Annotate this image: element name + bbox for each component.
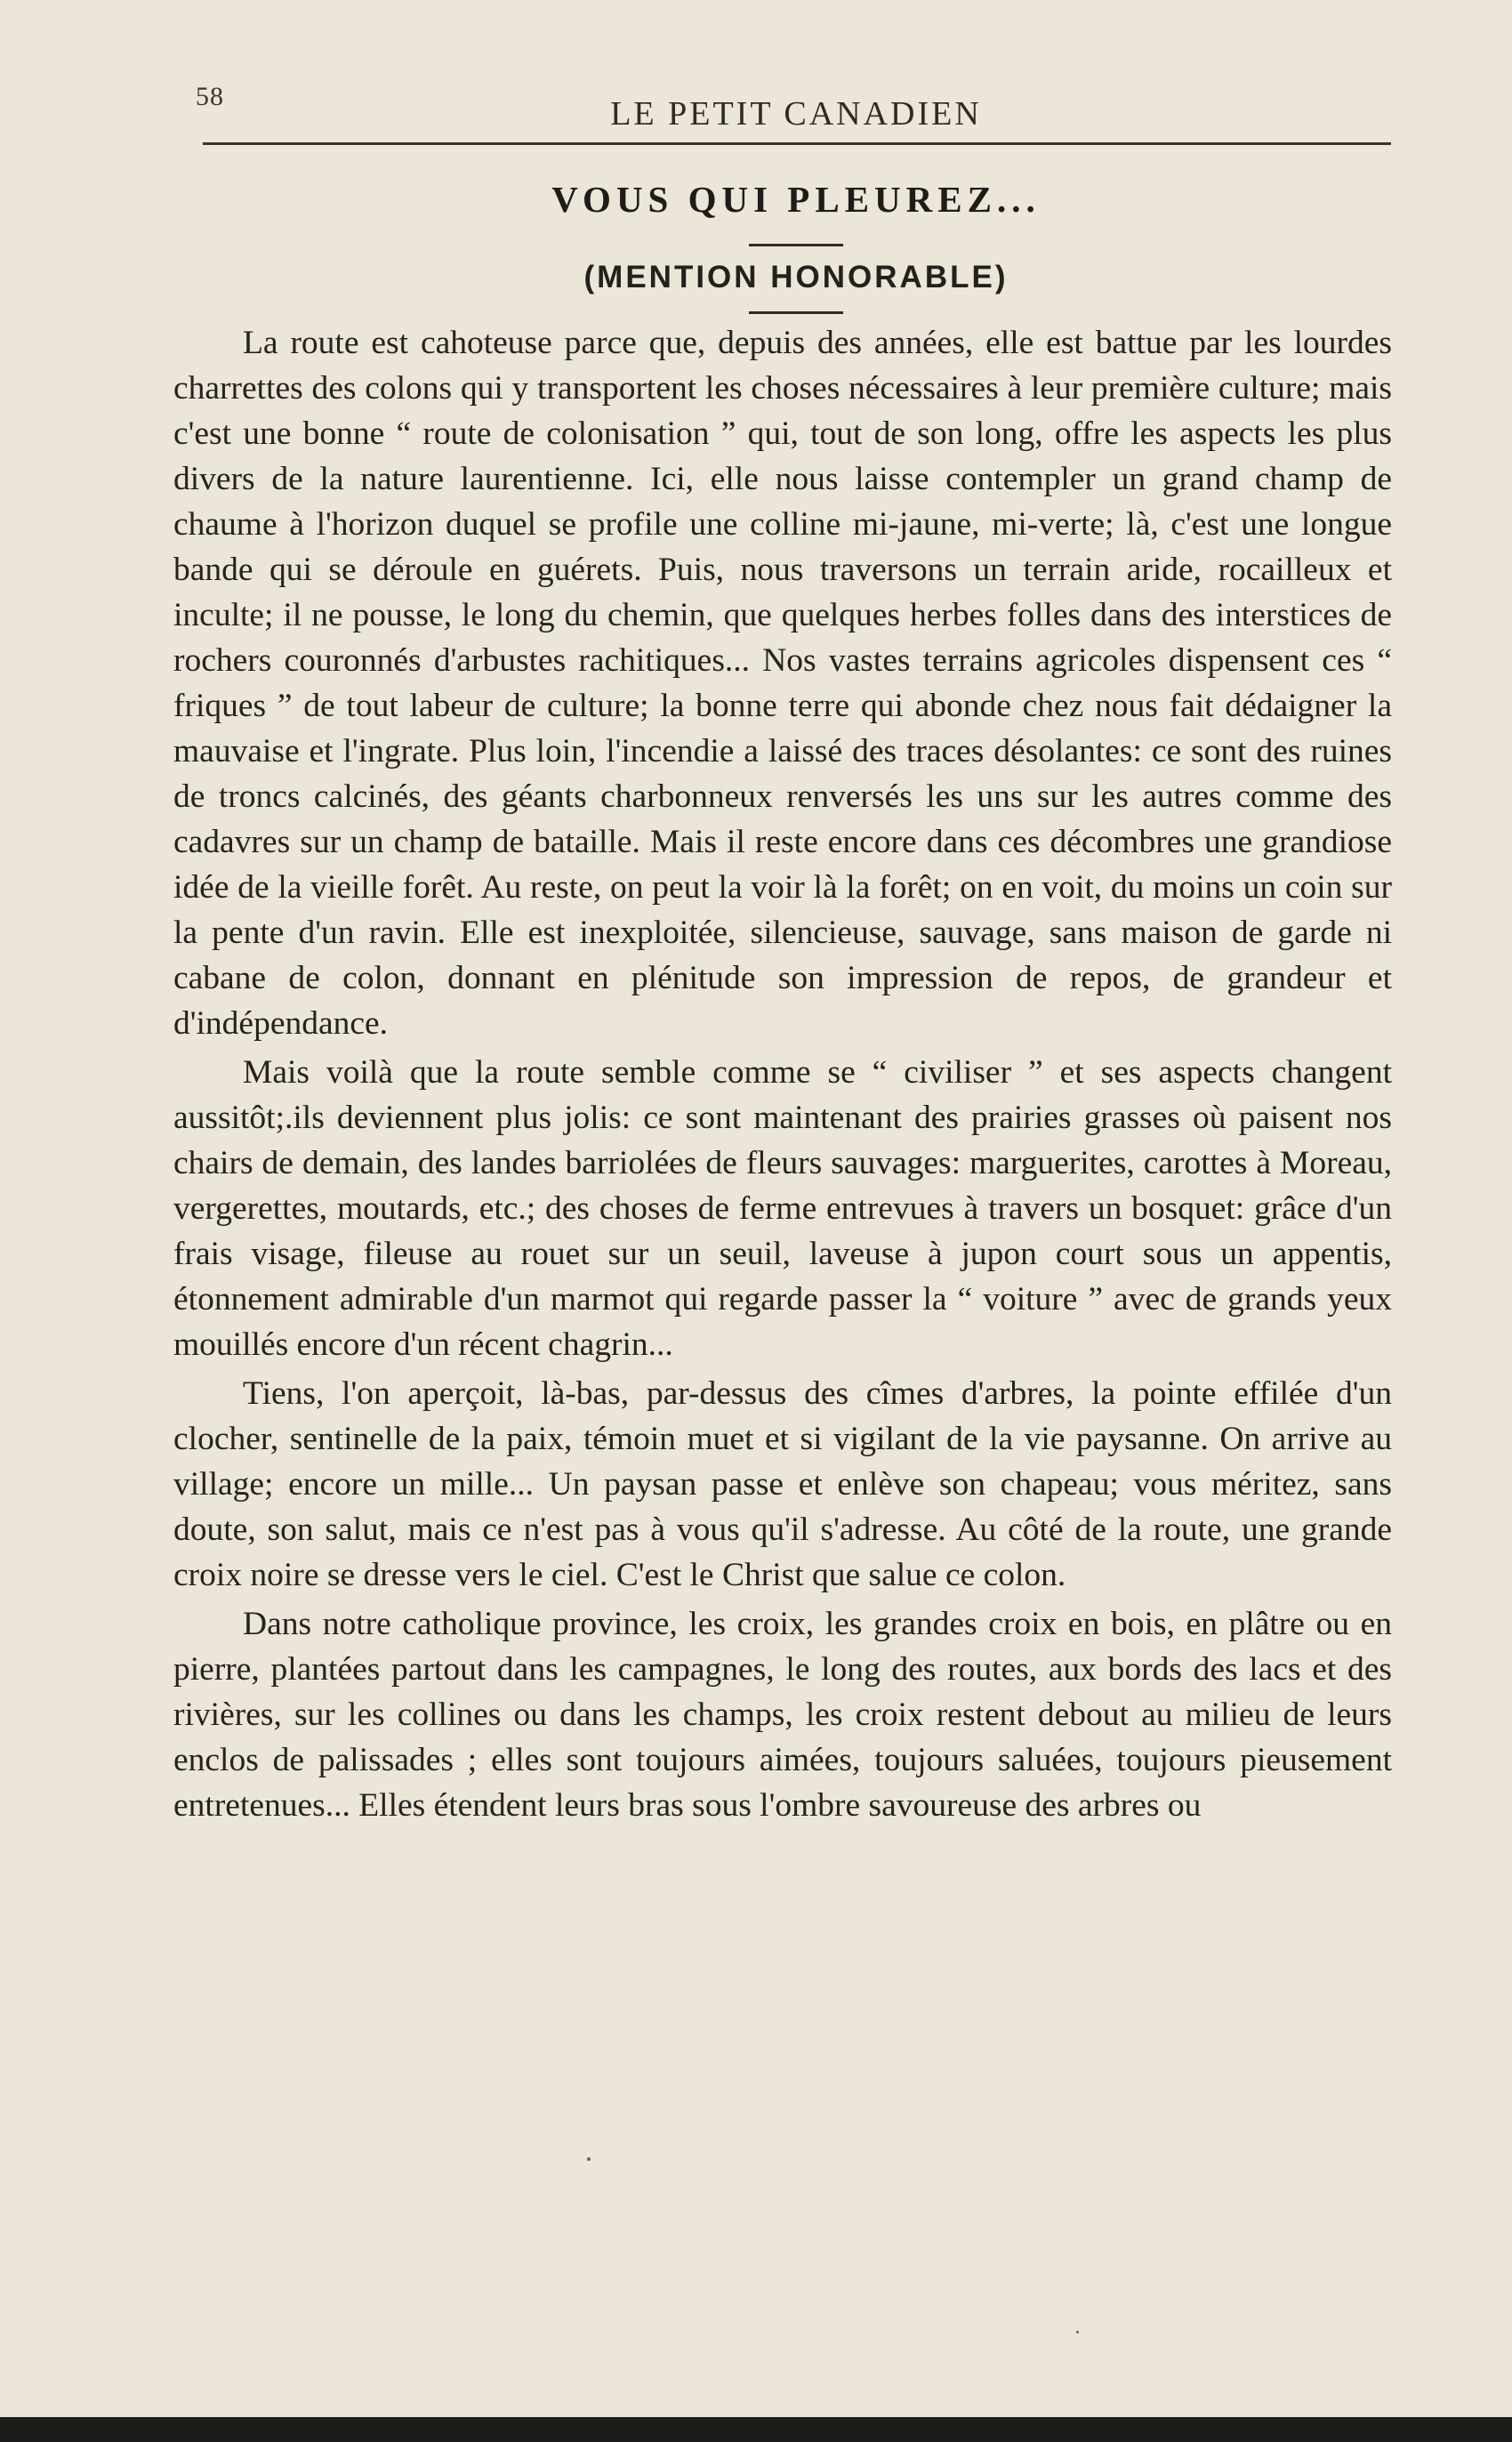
running-head: LE PETIT CANADIEN <box>610 95 982 133</box>
page-edge-shadow <box>0 2417 1512 2442</box>
article-subtitle: (MENTION HONORABLE) <box>583 260 1009 294</box>
article-title: VOUS QUI PLEUREZ... <box>551 179 1041 220</box>
header-rule <box>203 142 1391 145</box>
paragraph: Tiens, l'on aperçoit, là-bas, par-dessus des cîmes d'arbres, la pointe effilée d'un clocher, sentinelle de la paix, témoin muet et si vigilant de la vie paysanne. On arrive au village; encore un mille... Un paysan passe et enlève son chapeau; vous méritez, sans doute, son salut, mais ce n'est pas à vous qu'il s'adresse. Au côté de la route, une grande croix noire se dresse vers le ciel. C'est le Christ que salue ce colon. <box>173 1375 1392 1593</box>
page-number: 58 <box>196 82 224 111</box>
article-body <box>173 320 1392 1828</box>
paragraph: La route est cahoteuse parce que, depuis des années, elle est battue par les lourdes charrettes des colons qui y transportent les choses nécessaires à leur première culture; mais c'est une bonne “ route de colonisation ” qui, tout de son long, offre les aspects les plus divers de la nature laurentienne. Ici, elle nous laisse contempler un grand champ de chaume à l'horizon duquel se profile une colline mi-jaune, mi-verte; là, c'est une longue bande qui se déroule en guérets. Puis, nous traversons un terrain aride, rocailleux et inculte; il ne pousse, le long du chemin, que quelques herbes folles dans des interstices de rochers couronnés d'arbustes rachitiques... Nos vastes terrains agricoles dispensent ces “ friques ” de tout labeur de culture; la bonne terre qui abonde chez nous fait dédaigner la mauvaise et l'ingrate. Plus loin, l'incendie a laissé des traces désolantes: ce sont des ruines de troncs calcinés, des géants charbonneux renversés les uns sur les autres comme des cadavres sur un champ de bataille. Mais il reste encore dans ces décombres une grandiose idée de la vieille forêt. Au reste, on peut la voir là la forêt; on en voit, du moins un coin sur la pente d'un ravin. Elle est inexploitée, silencieuse, sauvage, sans maison de garde ni cabane de colon, donnant en plénitude son impression de repos, de grandeur et d'indépendance. <box>173 325 1392 1042</box>
paragraph: Mais voilà que la route semble comme se “ civiliser ” et ses aspects changent aussitôt;.ils deviennent plus jolis: ce sont maintenant des prairies grasses où paisent nos chairs de demain, des landes barriolées de fleurs sauvages: marguerites, carottes à Moreau, vergerettes, moutards, etc.; des choses de ferme entrevues à travers un bosquet: grâce d'un frais visage, fileuse au rouet sur un seuil, laveuse à jupon court sous un appentis, étonnement admirable d'un marmot qui regarde passer la “ voiture ” avec de grands yeux mouillés encore d'un récent chagrin... <box>173 1054 1392 1363</box>
paper-speck <box>587 2157 591 2161</box>
title-rule <box>749 244 843 246</box>
paper-speck <box>1076 2331 1079 2333</box>
subtitle-rule <box>749 311 843 314</box>
paragraph: Dans notre catholique province, les croix, les grandes croix en bois, en plâtre ou en pierre, plantées partout dans les campagnes, le long des routes, aux bords des lacs et des rivières, sur les collines ou dans les champs, les croix restent debout au milieu de leurs enclos de palissades ; elles sont toujours aimées, toujours saluées, toujours pieusement entretenues... Elles étendent leurs bras sous l'ombre savoureuse des arbres ou <box>173 1606 1392 1824</box>
